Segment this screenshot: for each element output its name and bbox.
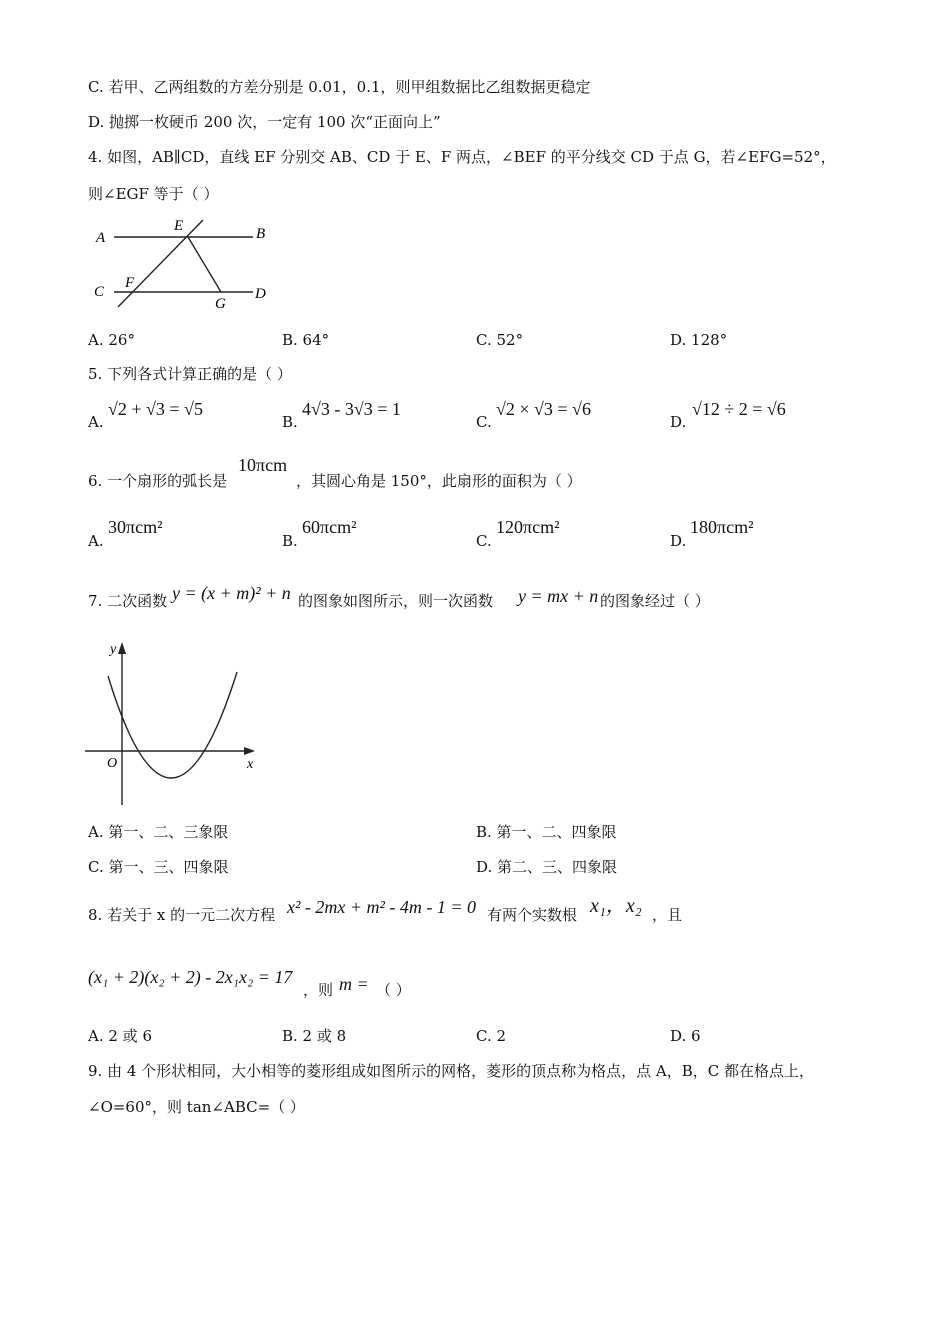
q6-option-c: 120πcm² (496, 517, 560, 537)
q8-stem-d: ，则 (303, 981, 334, 999)
line-eg (188, 237, 221, 292)
label-c: C (94, 284, 105, 300)
q8-option-c: C. 2 (476, 1027, 507, 1045)
label-a: A (96, 230, 106, 246)
q6-letter-a: A. (88, 532, 104, 550)
label-f: F (125, 275, 135, 291)
q5-expr-d: √12 ÷ 2 = √6 (692, 399, 786, 419)
q7-option-c: C. 第一、三、四象限 (88, 858, 229, 876)
q8-roots: x₁，x₂ (590, 895, 642, 917)
q6-stem-a: 6. 一个扇形的弧长是 (88, 472, 228, 490)
q5-letter-b: B. (282, 413, 298, 431)
q5-expr-a: √2 + √3 = √5 (108, 399, 203, 419)
q7-quadratic: y = (x + m)² + n (172, 583, 291, 603)
q4-option-b: B. 64° (282, 331, 330, 349)
q8-equation: x² - 2mx + m² - 4m - 1 = 0 (287, 897, 477, 917)
q4-option-a: A. 26° (88, 331, 135, 349)
q4-stem-line2: 则∠EGF 等于（ ） (88, 185, 219, 203)
q9-stem-line1: 9. 由 4 个形状相同，大小相等的菱形组成如图所示的网格，菱形的顶点称为格点，点 A，B，C 都在格点上， (88, 1062, 815, 1080)
q7-stem-b: 的图象如图所示，则一次函数 (298, 592, 494, 610)
label-d: D (255, 286, 266, 302)
q8-option-b: B. 2 或 8 (282, 1027, 347, 1045)
q5-letter-a: A. (88, 413, 104, 431)
q8-stem-a: 8. 若关于 x 的一元二次方程 (88, 906, 276, 924)
q7-option-a: A. 第一、二、三象限 (88, 823, 229, 841)
x-axis-arrow (244, 747, 255, 755)
x-axis-label: x (247, 757, 254, 772)
q4-option-d: D. 128° (670, 331, 728, 349)
label-b: B (256, 226, 266, 242)
q4-stem-line1: 4. 如图，AB∥CD，直线 EF 分别交 AB、CD 于 E、F 两点，∠BEF 的平分线交 CD 于点 G，若∠EFG=52°， (88, 148, 836, 166)
q8-stem-b: 有两个实数根 (487, 906, 578, 924)
y-axis-label: y (110, 642, 117, 657)
q8-option-a: A. 2 或 6 (88, 1027, 152, 1045)
parabola-curve (108, 672, 237, 778)
y-axis-arrow (118, 642, 126, 654)
line-ef (118, 220, 203, 307)
q8-stem-e: （ ） (376, 981, 411, 999)
q7-option-d: D. 第二、三、四象限 (476, 858, 618, 876)
q5-expr-c: √2 × √3 = √6 (496, 399, 591, 419)
q8-option-d: D. 6 (670, 1027, 701, 1045)
q4-figure (88, 212, 288, 317)
q4-option-c: C. 52° (476, 331, 524, 349)
label-g: G (215, 296, 226, 312)
q6-option-a: 30πcm² (108, 517, 163, 537)
q7-stem-c: 的图象经过（ ） (600, 592, 710, 610)
q7-stem-a: 7. 二次函数 (88, 592, 168, 610)
q6-letter-b: B. (282, 532, 298, 550)
q5-letter-d: D. (670, 413, 687, 431)
q8-condition: (x₁ + 2)(x₂ + 2) - 2x₁x₂ = 17 (88, 967, 293, 987)
q5-letter-c: C. (476, 413, 492, 431)
q7-option-b: B. 第一、二、四象限 (476, 823, 617, 841)
q6-arc-length: 10πcm (238, 455, 288, 475)
q3-option-d: D. 抛掷一枚硬币 200 次，一定有 100 次“正面向上” (88, 113, 441, 131)
q9-stem-line2: ∠O=60°，则 tan∠ABC=（ ） (88, 1098, 305, 1116)
q6-stem-b: ，其圆心角是 150°，此扇形的面积为（ ） (296, 472, 582, 490)
q7-linear: y = mx + n (518, 586, 599, 606)
q5-expr-b: 4√3 - 3√3 = 1 (302, 399, 401, 419)
q6-letter-c: C. (476, 532, 492, 550)
q8-stem-c: ，且 (652, 906, 683, 924)
q7-parabola-figure (85, 637, 265, 812)
origin-label: O (107, 756, 118, 771)
q6-option-b: 60πcm² (302, 517, 357, 537)
q6-letter-d: D. (670, 532, 687, 550)
q3-option-c: C. 若甲、乙两组数的方差分别是 0.01，0.1，则甲组数据比乙组数据更稳定 (88, 78, 591, 96)
q6-option-d: 180πcm² (690, 517, 754, 537)
q5-stem: 5. 下列各式计算正确的是（ ） (88, 365, 292, 383)
label-e: E (174, 218, 184, 234)
q8-ask: m = (339, 974, 369, 994)
